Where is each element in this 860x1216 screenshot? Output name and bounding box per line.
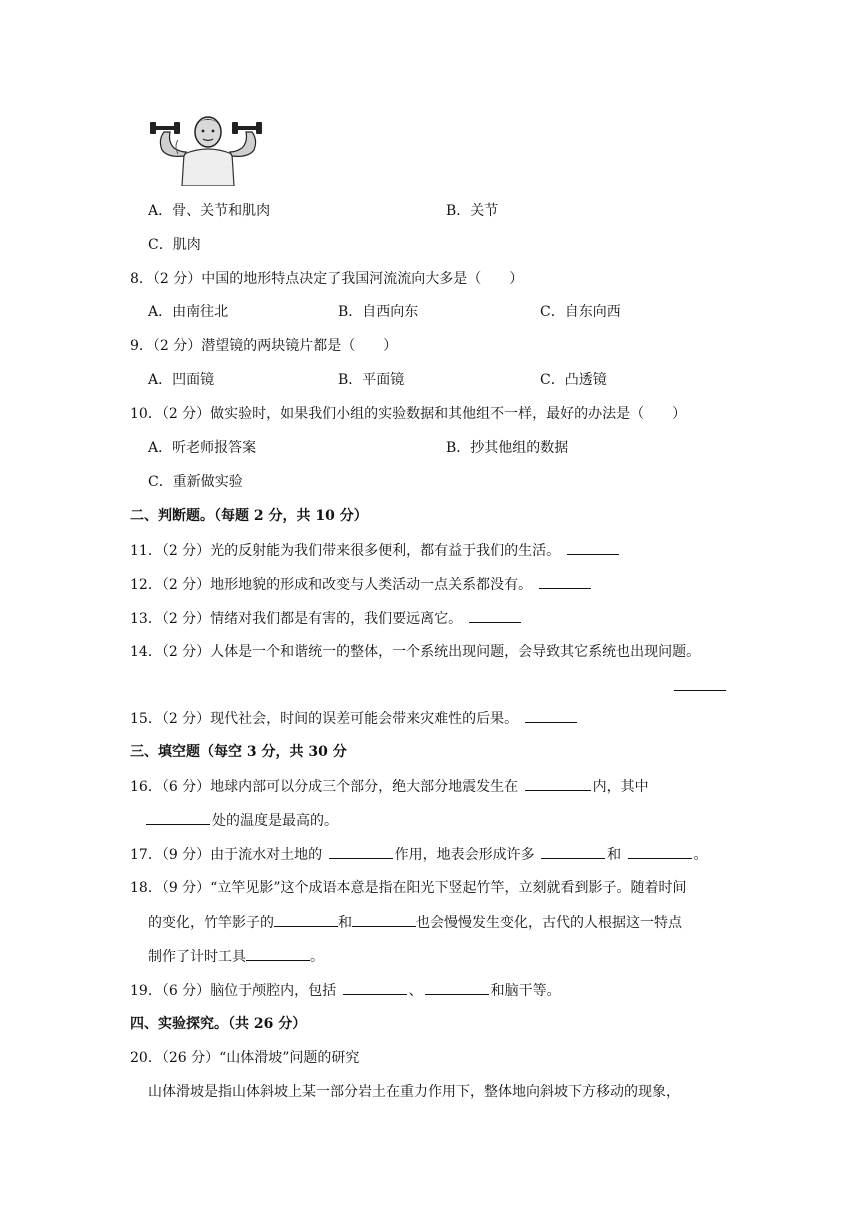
q17-part3: 和 xyxy=(607,847,622,863)
q8-option-c: C．自东向西 xyxy=(540,304,621,320)
q11-text: 11．（2 分）光的反射能为我们带来很多便利，都有益于我们的生活。 xyxy=(130,543,561,559)
q18-blank-1[interactable] xyxy=(274,912,338,927)
q20-body: 山体滑坡是指山体斜坡上某一部分岩土在重力作用下，整体地向斜坡下方移动的现象， xyxy=(148,1084,680,1100)
q12-line xyxy=(130,574,593,595)
q9-stem: 9．（2 分）潜望镜的两块镜片都是（ ） xyxy=(130,338,398,354)
section-3-title: 三、填空题（每空 3 分，共 30 分 xyxy=(130,744,347,760)
q8-option-b: B．自西向东 xyxy=(338,304,419,320)
q17-part4: 。 xyxy=(693,847,708,863)
q18-line-3 xyxy=(148,946,324,967)
q16-blank-1[interactable] xyxy=(525,776,591,791)
section-2-title: 二、判断题。（每题 2 分，共 10 分） xyxy=(130,508,368,524)
q7-option-b: B．关节 xyxy=(446,203,499,219)
q16-part3: 处的温度是最高的。 xyxy=(212,813,338,829)
q18-line-2 xyxy=(148,912,682,933)
q18-blank-3[interactable] xyxy=(246,946,310,961)
q16-blank-2[interactable] xyxy=(146,810,210,825)
q13-line xyxy=(130,608,523,629)
q10-option-b: B．抄其他组的数据 xyxy=(446,440,569,456)
q15-text: 15．（2 分）现代社会，时间的误差可能会带来灾难性的后果。 xyxy=(130,711,519,727)
q8-option-a: A．由南往北 xyxy=(148,304,229,320)
q18-part1: 18．（9 分）“立竿见影”这个成语本意是指在阳光下竖起竹竿，立刻就看到影子。随着时间 xyxy=(130,880,687,896)
q17-line xyxy=(130,844,708,865)
q7-option-c: C．肌肉 xyxy=(148,237,201,253)
q12-answer-blank[interactable] xyxy=(539,574,591,589)
q19-part2: 、 xyxy=(408,983,423,999)
section-4-title: 四、实验探究。（共 26 分） xyxy=(130,1016,307,1032)
q16-line-1 xyxy=(130,776,649,797)
q12-text: 12．（2 分）地形地貌的形成和改变与人类活动一点关系都没有。 xyxy=(130,577,533,593)
q19-blank-1[interactable] xyxy=(343,980,407,995)
q18-blank-2[interactable] xyxy=(352,912,416,927)
q9-option-b: B．平面镜 xyxy=(338,372,405,388)
q10-option-a: A．听老师报答案 xyxy=(148,440,257,456)
q10-stem: 10．（2 分）做实验时，如果我们小组的实验数据和其他组不一样，最好的办法是（ ） xyxy=(130,406,687,422)
q16-line-2 xyxy=(146,810,338,831)
q11-line xyxy=(130,540,621,561)
q17-part2: 作用，地表会形成许多 xyxy=(394,847,535,863)
q15-line xyxy=(130,708,579,729)
q16-part2: 内，其中 xyxy=(592,779,649,795)
q15-answer-blank[interactable] xyxy=(525,708,577,723)
q17-blank-3[interactable] xyxy=(628,844,692,859)
q9-option-a: A．凹面镜 xyxy=(148,372,215,388)
q18-part5: 制作了计时工具 xyxy=(148,949,246,965)
q19-blank-2[interactable] xyxy=(425,980,489,995)
q18-part2: 的变化，竹竿影子的 xyxy=(148,915,274,931)
q18-part6: 。 xyxy=(310,949,324,965)
q19-part3: 和脑干等。 xyxy=(490,983,561,999)
q8-stem: 8．（2 分）中国的地形特点决定了我国河流流向大多是（ ） xyxy=(130,271,524,287)
q10-option-c: C．重新做实验 xyxy=(148,474,243,490)
q9-option-c: C．凸透镜 xyxy=(540,372,607,388)
q18-part4: 也会慢慢发生变化，古代的人根据这一特点 xyxy=(416,915,682,931)
q20-title: 20．（26 分）“山体滑坡”问题的研究 xyxy=(130,1050,360,1066)
q14-text: 14．（2 分）人体是一个和谐统一的整体，一个系统出现问题，会导致其它系统也出现问题。 xyxy=(130,644,701,660)
q19-part1: 19．（6 分）脑位于颅腔内，包括 xyxy=(130,983,337,999)
boy-flexing-dumbbells-image xyxy=(148,110,264,186)
q17-blank-1[interactable] xyxy=(329,844,393,859)
q13-answer-blank[interactable] xyxy=(469,608,521,623)
q13-text: 13．（2 分）情绪对我们都是有害的，我们要远离它。 xyxy=(130,611,463,627)
q14-answer-blank[interactable] xyxy=(674,676,726,691)
q18-part3: 和 xyxy=(338,915,352,931)
q7-option-a: A．骨、关节和肌肉 xyxy=(148,203,271,219)
q16-part1: 16．（6 分）地球内部可以分成三个部分，绝大部分地震发生在 xyxy=(130,779,519,795)
q19-line xyxy=(130,980,561,1001)
q11-answer-blank[interactable] xyxy=(567,540,619,555)
q17-blank-2[interactable] xyxy=(541,844,605,859)
q17-part1: 17．（9 分）由于流水对土地的 xyxy=(130,847,323,863)
